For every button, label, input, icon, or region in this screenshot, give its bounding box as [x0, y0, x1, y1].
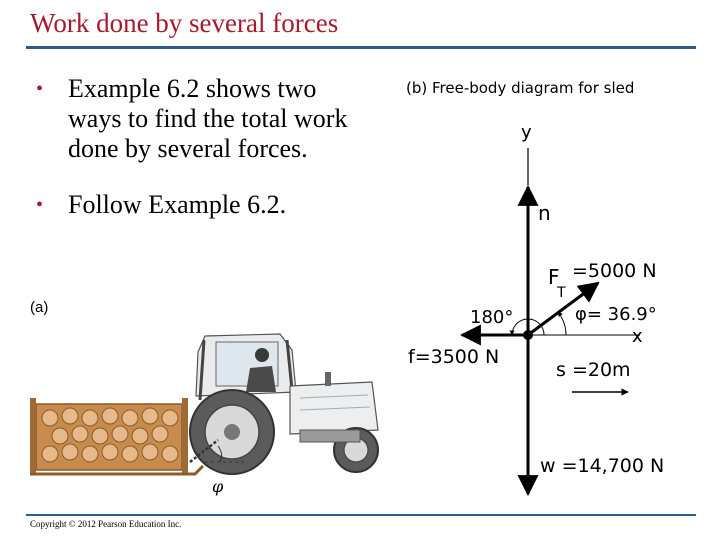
chain-angle-label: φ [212, 477, 224, 496]
tractor-hood [290, 382, 378, 434]
angle-phi-arc [558, 312, 566, 335]
displacement-label: s =20m [556, 359, 631, 381]
sled-point [523, 330, 533, 340]
friction-label: f=3500 N [408, 346, 500, 368]
weight-label: w =14,700 N [540, 455, 665, 477]
bullet-dot-icon: • [36, 194, 44, 216]
free-body-diagram [406, 79, 664, 494]
bullet-text: Follow Example 6.2. [68, 190, 287, 219]
footer-divider [26, 514, 696, 516]
figure-b-caption: (b) Free-body diagram for sled [406, 79, 635, 97]
tractor-rear-wheel [190, 390, 274, 474]
tension-symbol: F [548, 265, 560, 289]
angle-180-label: 180° [470, 307, 514, 328]
angle-phi-label: φ= 36.9° [575, 304, 657, 325]
tractor-sled-illustration [30, 299, 378, 496]
bullet-text: Example 6.2 shows two ways to find the total work done by several forces. [68, 74, 348, 163]
slide-title: Work done by several forces [30, 8, 339, 38]
x-axis-label: x [632, 326, 643, 347]
sled-with-logs [30, 398, 203, 474]
figure-a-label: (a) [30, 299, 49, 316]
bullet-dot-icon: • [36, 78, 44, 100]
tension-subscript: T [557, 285, 566, 301]
tractor-cab [196, 334, 296, 400]
y-axis-label: y [521, 122, 532, 143]
normal-force-label: n [538, 201, 551, 225]
copyright-notice: Copyright © 2012 Pearson Education Inc. [30, 519, 182, 529]
tension-value-label: =5000 N [572, 260, 657, 282]
